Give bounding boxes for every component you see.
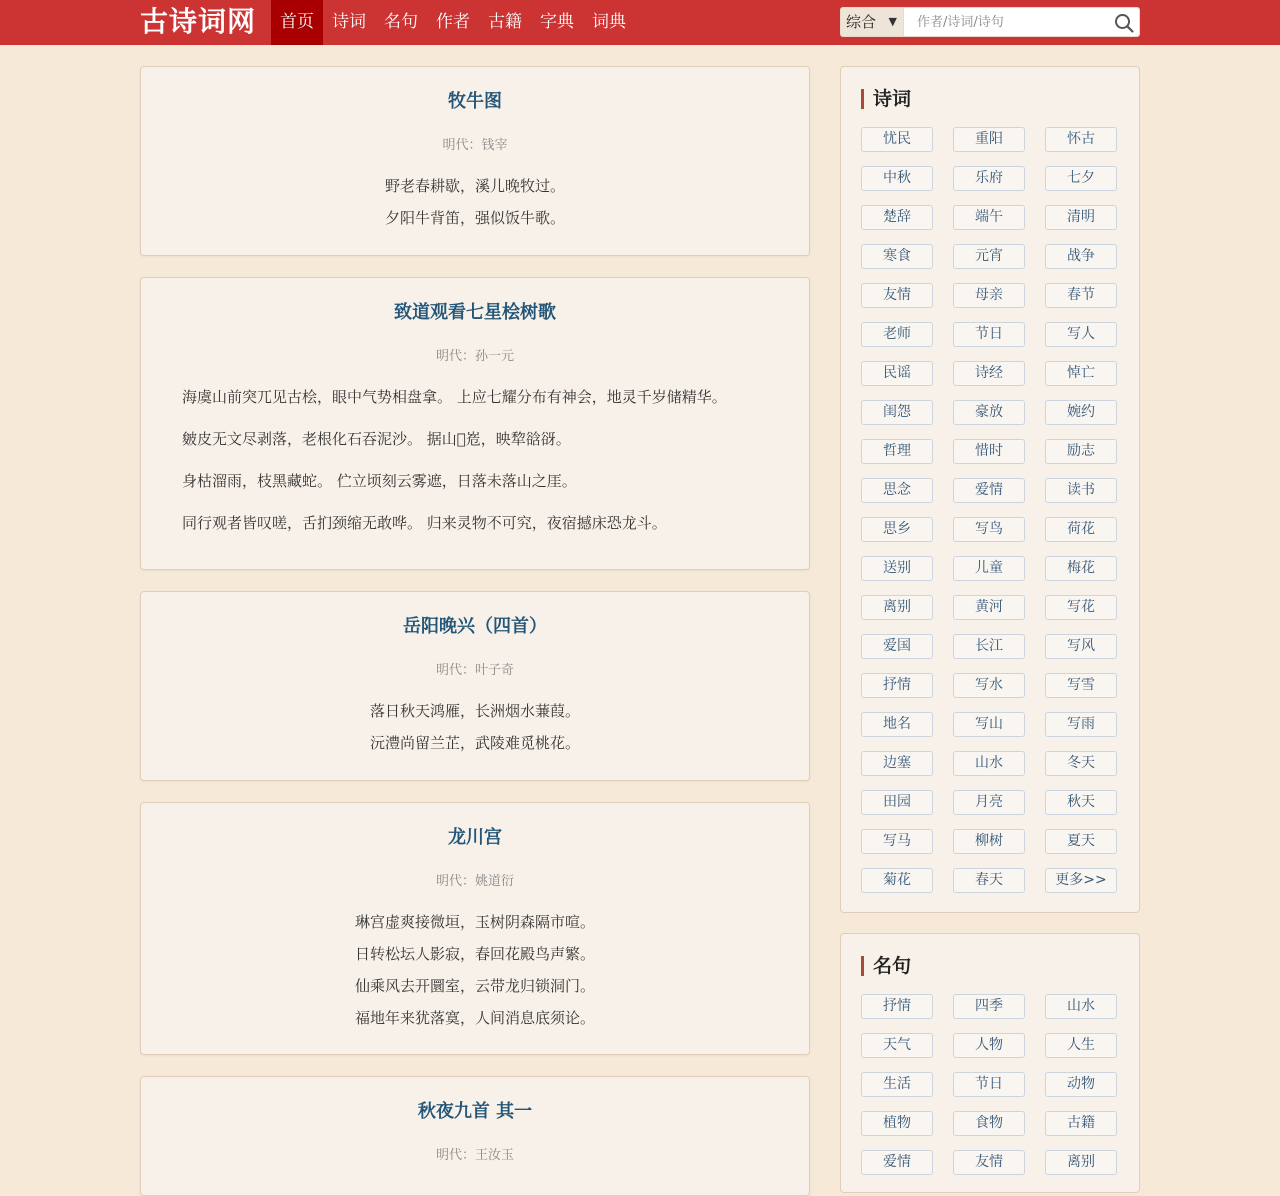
- poem-title[interactable]: 龙川宫: [448, 827, 502, 848]
- tag-link[interactable]: 写马: [861, 829, 933, 854]
- tag-link[interactable]: 哲理: [861, 439, 933, 464]
- poem-line: 琳宫虚爽接微垣，玉树阴森隔市喧。: [354, 913, 595, 931]
- poem-card: [140, 591, 810, 781]
- tag-link[interactable]: 天气: [861, 1033, 933, 1058]
- poem-line: 同行观者皆叹嗟，舌扪颈缩无敢哗。 归来灵物不可究，夜宿撼床恐龙斗。: [182, 514, 667, 532]
- tag-link[interactable]: 边塞: [861, 751, 933, 776]
- panel-title: 名句: [861, 956, 911, 976]
- poem-author[interactable]: 明代：叶子奇: [435, 663, 514, 678]
- tag-link[interactable]: 写鸟: [953, 517, 1025, 542]
- poem-line: 福地年来犹落寞，人间消息底须论。: [354, 1009, 595, 1027]
- tag-link[interactable]: 重阳: [953, 127, 1025, 152]
- nav-home[interactable]: 首页: [271, 0, 323, 45]
- nav-author[interactable]: 作者: [436, 12, 470, 32]
- tag-link[interactable]: 写山: [953, 712, 1025, 737]
- poem-card: [140, 66, 810, 256]
- search-icon[interactable]: [1113, 12, 1135, 34]
- poem-card: [140, 802, 810, 1055]
- poem-author[interactable]: 明代：钱宰: [442, 138, 508, 153]
- tag-link[interactable]: 思乡: [861, 517, 933, 542]
- tag-link[interactable]: 植物: [861, 1111, 933, 1136]
- tag-link[interactable]: 古籍: [1045, 1111, 1117, 1136]
- poem-title[interactable]: 岳阳晚兴（四首）: [403, 616, 547, 637]
- tag-link[interactable]: 写人: [1045, 322, 1117, 347]
- tag-link[interactable]: 爱情: [953, 478, 1025, 503]
- tag-link[interactable]: 爱国: [861, 634, 933, 659]
- poem-card: [140, 1076, 810, 1196]
- tag-link[interactable]: 写风: [1045, 634, 1117, 659]
- tag-link[interactable]: 春天: [953, 868, 1025, 893]
- poem-body: [141, 376, 809, 544]
- tag-link[interactable]: 月亮: [953, 790, 1025, 815]
- chevron-down-icon: ▼: [888, 15, 897, 28]
- search-type-value: 综合: [846, 13, 877, 31]
- tag-link[interactable]: 乐府: [953, 166, 1025, 191]
- tag-link[interactable]: 生活: [861, 1072, 933, 1097]
- tag-link[interactable]: 秋天: [1045, 790, 1117, 815]
- poem-line: 海虞山前突兀见古桧，眼中气势相盘拿。 上应七耀分布有神会，地灵千岁储精华。: [182, 388, 727, 406]
- tag-link[interactable]: 元宵: [953, 244, 1025, 269]
- tag-link[interactable]: 抒情: [861, 994, 933, 1019]
- tag-link[interactable]: 荷花: [1045, 517, 1117, 542]
- nav-cidian[interactable]: 词典: [592, 12, 626, 32]
- tag-link[interactable]: 母亲: [953, 283, 1025, 308]
- tag-link[interactable]: 写水: [953, 673, 1025, 698]
- tag-link[interactable]: 友情: [861, 283, 933, 308]
- tag-link[interactable]: 七夕: [1045, 166, 1117, 191]
- poem-line: 落日秋天鸿雁，长洲烟水蒹葭。: [369, 702, 580, 720]
- tag-link[interactable]: 黄河: [953, 595, 1025, 620]
- poem-title[interactable]: 牧牛图: [448, 91, 502, 112]
- search-type-select[interactable]: [841, 8, 904, 36]
- poem-author[interactable]: 明代：王汝玉: [435, 1148, 514, 1163]
- tag-link[interactable]: 冬天: [1045, 751, 1117, 776]
- tag-link[interactable]: 夏天: [1045, 829, 1117, 854]
- tag-link[interactable]: 儿童: [953, 556, 1025, 581]
- poem-body: [141, 906, 809, 1034]
- tag-link[interactable]: 惜时: [953, 439, 1025, 464]
- tag-link[interactable]: 中秋: [861, 166, 933, 191]
- nav-mingju[interactable]: 名句: [384, 12, 418, 32]
- poem-line: 皴皮无文尽剥落，老根化石吞泥沙。 据山𡽱峞，映犂谽谺。: [182, 430, 571, 448]
- tag-link[interactable]: 山水: [1045, 994, 1117, 1019]
- tag-link[interactable]: 写雪: [1045, 673, 1117, 698]
- tag-link[interactable]: 地名: [861, 712, 933, 737]
- shici-tag-panel: [840, 66, 1140, 913]
- poem-title[interactable]: 致道观看七星桧树歌: [394, 302, 556, 323]
- poem-line: 夕阳牛背笛，强似饭牛歌。: [384, 209, 565, 227]
- poem-title[interactable]: 秋夜九首 其一: [417, 1101, 533, 1122]
- tag-link[interactable]: 梅花: [1045, 556, 1117, 581]
- tag-link[interactable]: 田园: [861, 790, 933, 815]
- search-input[interactable]: [907, 10, 1105, 34]
- tag-link[interactable]: 离别: [861, 595, 933, 620]
- tag-link[interactable]: 老师: [861, 322, 933, 347]
- tag-link[interactable]: 闺怨: [861, 400, 933, 425]
- tag-link[interactable]: 悼亡: [1045, 361, 1117, 386]
- tag-link[interactable]: 诗经: [953, 361, 1025, 386]
- tag-link[interactable]: 动物: [1045, 1072, 1117, 1097]
- poem-body: [141, 170, 809, 234]
- tag-link[interactable]: 离别: [1045, 1150, 1117, 1175]
- tag-link[interactable]: 送别: [861, 556, 933, 581]
- panel-title: 诗词: [861, 89, 911, 109]
- nav-guji[interactable]: 古籍: [488, 12, 522, 32]
- poem-body: [141, 695, 809, 759]
- tag-link[interactable]: 四季: [953, 994, 1025, 1019]
- nav-zidian[interactable]: 字典: [540, 12, 574, 32]
- tag-link[interactable]: 怀古: [1045, 127, 1117, 152]
- poem-card: [140, 277, 810, 570]
- tag-link[interactable]: 食物: [953, 1111, 1025, 1136]
- tag-link[interactable]: 更多>>: [1045, 868, 1117, 893]
- tag-link[interactable]: 春节: [1045, 283, 1117, 308]
- tag-link[interactable]: 励志: [1045, 439, 1117, 464]
- poem-line: 野老春耕歇，溪儿晚牧过。: [384, 177, 565, 195]
- tag-link[interactable]: 长江: [953, 634, 1025, 659]
- search-box: [840, 7, 1140, 37]
- top-navbar: [0, 0, 1280, 45]
- tag-link[interactable]: 柳树: [953, 829, 1025, 854]
- tag-link[interactable]: 抒情: [861, 673, 933, 698]
- tag-link[interactable]: 写雨: [1045, 712, 1117, 737]
- tag-link[interactable]: 人物: [953, 1033, 1025, 1058]
- mingju-tag-panel: [840, 933, 1140, 1193]
- tag-link[interactable]: 忧民: [861, 127, 933, 152]
- main-nav: [271, 0, 635, 45]
- tag-link[interactable]: 楚辞: [861, 205, 933, 230]
- tag-link[interactable]: 节日: [953, 1072, 1025, 1097]
- tag-link[interactable]: 端午: [953, 205, 1025, 230]
- nav-shici[interactable]: 诗词: [332, 12, 366, 32]
- poem-line: 沅澧尚留兰芷，武陵难觅桃花。: [369, 734, 580, 752]
- poem-author[interactable]: 明代：姚道衍: [435, 874, 514, 889]
- tag-link[interactable]: 豪放: [953, 400, 1025, 425]
- tag-link[interactable]: 友情: [953, 1150, 1025, 1175]
- site-logo[interactable]: 古诗词网: [140, 5, 257, 38]
- tag-link[interactable]: 寒食: [861, 244, 933, 269]
- tag-link[interactable]: 思念: [861, 478, 933, 503]
- poem-line: 仙乘风去开圜室，云带龙归锁洞门。: [354, 977, 595, 995]
- tag-link[interactable]: 战争: [1045, 244, 1117, 269]
- tag-link[interactable]: 人生: [1045, 1033, 1117, 1058]
- tag-link[interactable]: 婉约: [1045, 400, 1117, 425]
- tag-link[interactable]: 写花: [1045, 595, 1117, 620]
- tag-link[interactable]: 清明: [1045, 205, 1117, 230]
- tag-link[interactable]: 读书: [1045, 478, 1117, 503]
- poem-line: 日转松坛人影寂，春回花殿鸟声繁。: [354, 945, 595, 963]
- tag-link[interactable]: 民谣: [861, 361, 933, 386]
- tag-link[interactable]: 爱情: [861, 1150, 933, 1175]
- poem-author[interactable]: 明代：孙一元: [435, 349, 514, 364]
- tag-link[interactable]: 节日: [953, 322, 1025, 347]
- tag-link[interactable]: 山水: [953, 751, 1025, 776]
- poem-line: 身枯溜雨，枝黑藏蛇。 伫立顷刻云雾遮，日落未落山之厓。: [182, 472, 577, 490]
- tag-link[interactable]: 菊花: [861, 868, 933, 893]
